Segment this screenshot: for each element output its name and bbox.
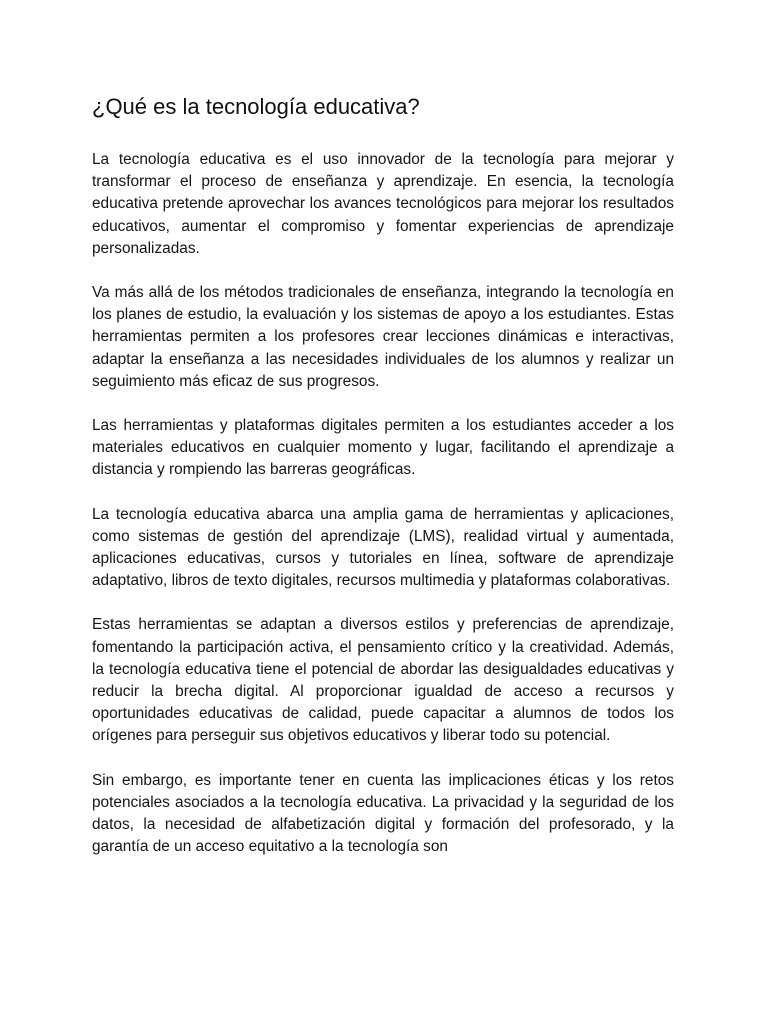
paragraph-3: Las herramientas y plataformas digitales permiten a los estudiantes acceder a los materiales educativos en cualquier momento y lugar, facilitando el aprendizaje a distancia y rompiendo las barreras geográficas. <box>92 417 674 479</box>
paragraph-4: La tecnología educativa abarca una amplia gama de herramientas y aplicaciones, como sistemas de gestión del aprendizaje (LMS), realidad virtual y aumentada, aplicaciones educativas, cursos y tutoriales en línea, software de aprendizaje adaptativo, libros de texto digitales, recursos multimedia y plataformas colaborativas. <box>92 505 674 590</box>
paragraph-1: La tecnología educativa es el uso innovador de la tecnología para mejorar y transformar el proceso de enseñanza y aprendizaje. En esencia, la tecnología educativa pretende aprovechar los avances tecnológicos para mejorar los resultados educativos, aumentar el compromiso y fomentar experiencias de aprendizaje personalizadas. <box>92 151 674 257</box>
paragraph-2: Va más allá de los métodos tradicionales de enseñanza, integrando la tecnología en los planes de estudio, la evaluación y los sistemas de apoyo a los estudiantes. Estas herramientas permiten a los profesores crear lecciones dinámicas e interactivas, adaptar la enseñanza a las necesidades individuales de los alumnos y realizar un seguimiento más eficaz de sus progresos. <box>92 284 674 390</box>
paragraph-6: Sin embargo, es importante tener en cuenta las implicaciones éticas y los retos potenciales asociados a la tecnología educativa. La privacidad y la seguridad de los datos, la necesidad de alfabetización digital y formación del profesorado, y la garantía de un acceso equitativo a la tecnología son <box>92 771 674 856</box>
document-page <box>92 90 674 880</box>
document-title: ¿Qué es la tecnología educativa? <box>92 94 420 119</box>
paragraph-5: Estas herramientas se adaptan a diversos estilos y preferencias de aprendizaje, fomentando la participación activa, el pensamiento crítico y la creatividad. Además, la tecnología educativa tiene el potencial de abordar las desigualdades educativas y reducir la brecha digital. Al proporcionar igualdad de acceso a recursos y oportunidades educativas de calidad, puede capacitar a alumnos de todos los orígenes para perseguir sus objetivos educativos y liberar todo su potencial. <box>92 616 674 745</box>
